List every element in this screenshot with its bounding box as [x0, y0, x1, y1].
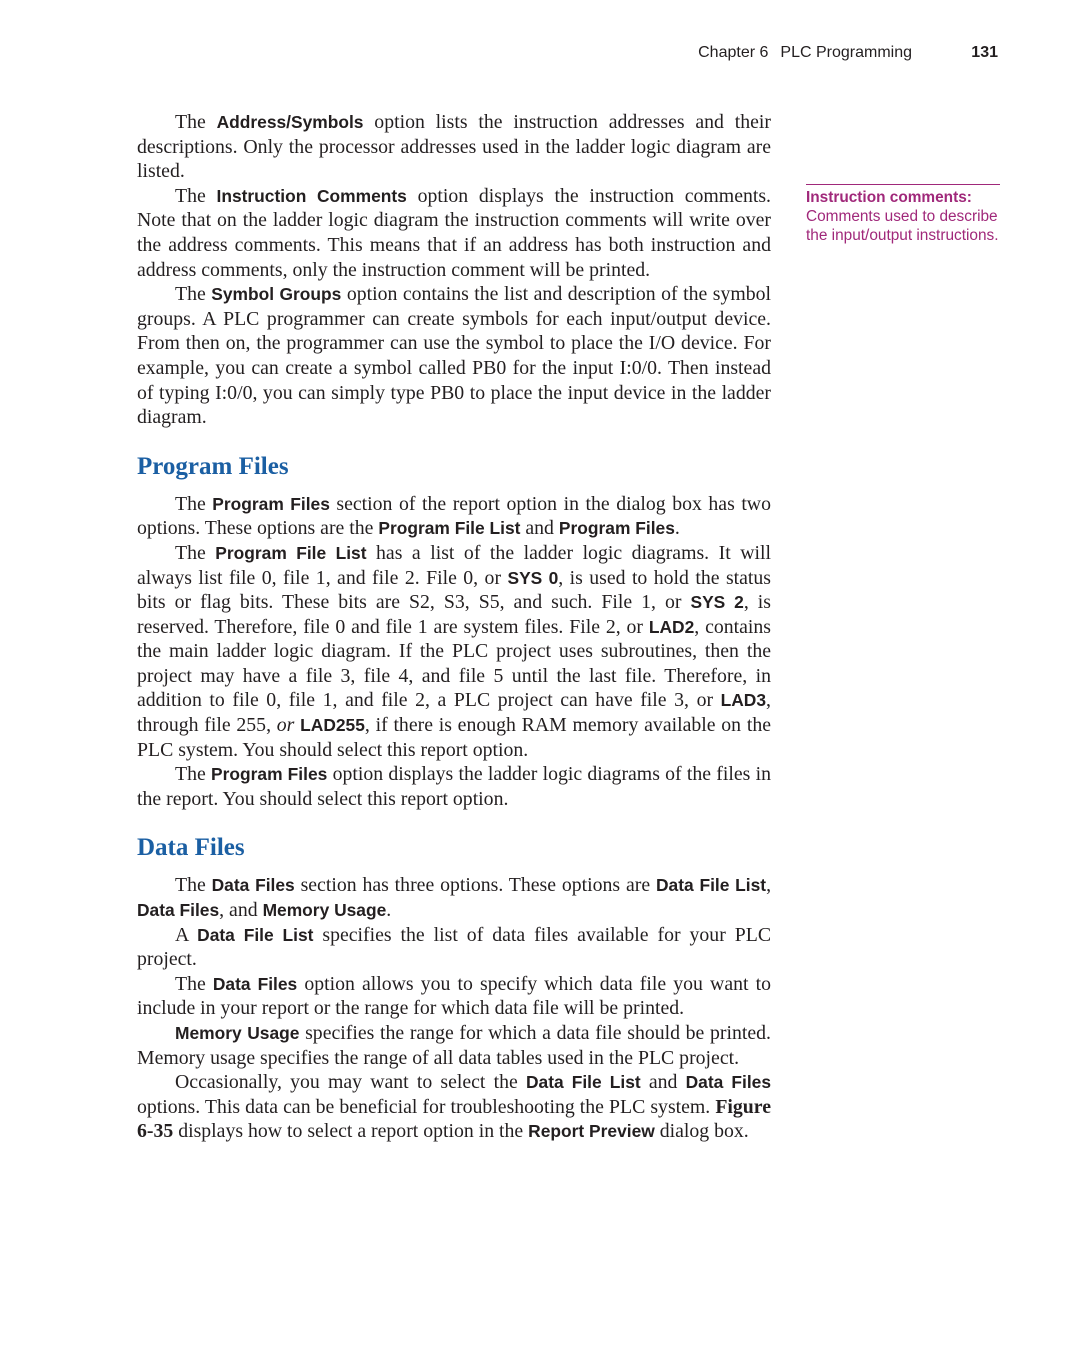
- body-text: [137, 110, 771, 1144]
- paragraph-occasionally: Occasionally, you may want to select the Data File List and Data Files options. This data can be beneficial for troubleshooting the PLC system. Figure 6-35 displays how to select a report option in the Report Preview dialog box.: [137, 1071, 772, 1143]
- paragraph-data-files-section: The Data Files section has three options. These options are Data File List, Data Files, and Memory Usage.: [137, 874, 772, 922]
- heading-program-files: Program Files: [137, 452, 289, 480]
- paragraph-program-files-section: The Program Files section of the report option in the dialog box has two options. These options are the Program File List and Program Files.: [137, 492, 771, 540]
- margin-glossary-note: [806, 184, 1000, 245]
- figure-reference: Figure 6-35: [137, 1095, 771, 1143]
- paragraph-symbol-groups: The Symbol Groups option contains the list and description of the symbol groups. A PLC programmer can create symbols for each input/output device. From then on, the programmer can use the symbol to place the I/O device. For example, you can create a symbol called PB0 for the input I:0/0. Then instead of typing I:0/0, you can simply type PB0 to place the input device in the ladder diagram.: [137, 283, 771, 429]
- paragraph-data-files-option: The Data Files option allows you to specify which data file you want to include in your report or the range for which data file will be printed.: [137, 972, 772, 1020]
- glossary-definition: Comments used to describe the input/output instructions.: [806, 208, 999, 244]
- paragraph-memory-usage: Memory Usage specifies the range for which a data file should be printed. Memory usage specifies the range of all data tables used in the PLC project.: [137, 1022, 771, 1069]
- paragraph-instruction-comments: The Instruction Comments option displays the instruction comments. Note that on the ladder logic diagram the instruction comments will write over the address comments. This means that if an address has both instruction and address comments, only the instruction comment will be printed.: [137, 184, 772, 281]
- page-number: 131: [971, 44, 998, 61]
- chapter-label: Chapter 6 PLC Programming: [698, 44, 912, 61]
- glossary-term: Instruction comments:: [806, 189, 972, 206]
- paragraph-program-file-list: The Program File List has a list of the ladder logic diagrams. It will always list file 0, file 1, and file 2. File 0, or SYS 0, is used to hold the status bits or flag bits. These bits are S2, S3, S5, and such. File 1, or SYS 2, is reserved. Therefore, file 0 and file 1 are system files. File 2, or LAD2, contains the main ladder logic diagram. If the PLC project uses subroutines, then the project may have a file 3, file 4, and file 5 until the last file. Therefore, in addition to file 0, file 1, and file 2, a PLC project can have file 3, or LAD3, through file 255, or LAD255, if there is enough RAM memory available on the PLC system. You should select this report option.: [137, 541, 772, 761]
- paragraph-program-files-option: The Program Files option displays the ladder logic diagrams of the files in the report. You should select this report option.: [137, 763, 771, 810]
- running-header: [0, 40, 1000, 68]
- heading-data-files: Data Files: [137, 834, 245, 862]
- paragraph-address-symbols: The Address/Symbols option lists the instruction addresses and their descriptions. Only the processor addresses used in the ladder logic diagram are listed.: [137, 111, 772, 183]
- paragraph-data-file-list: A Data File List specifies the list of data files available for your PLC project.: [137, 923, 772, 971]
